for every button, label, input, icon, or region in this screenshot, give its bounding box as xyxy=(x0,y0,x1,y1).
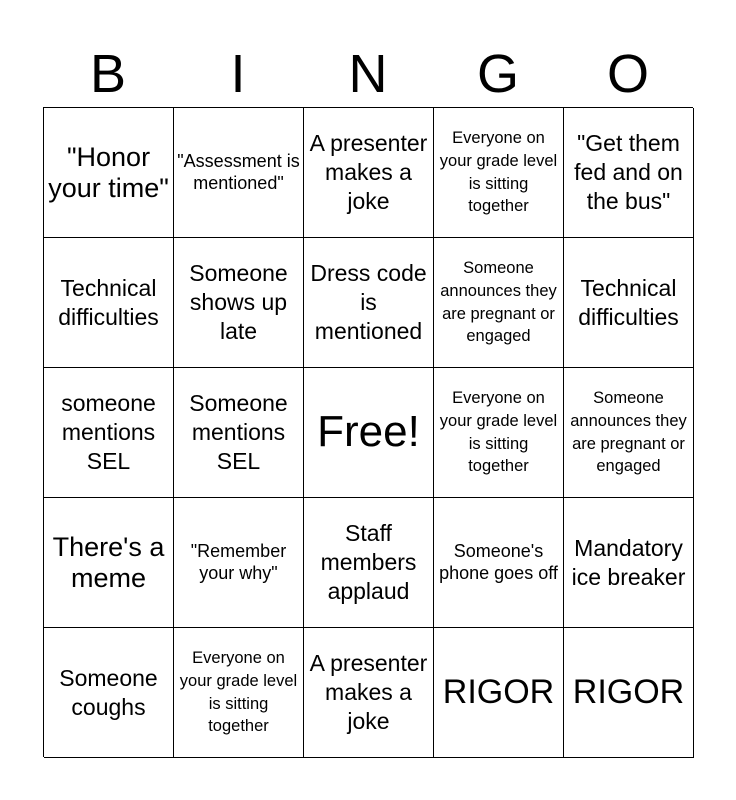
bingo-cell[interactable] xyxy=(304,108,434,238)
bingo-cell-text: Staff members applaud xyxy=(320,520,417,604)
bingo-cell-text: There's a meme xyxy=(52,532,165,593)
bingo-cell[interactable] xyxy=(174,238,304,368)
bingo-cell[interactable] xyxy=(564,238,694,368)
bingo-cell[interactable] xyxy=(564,498,694,628)
bingo-cell-text: A presenter makes a joke xyxy=(309,130,428,214)
header-letter-n: N xyxy=(348,44,388,104)
bingo-cell[interactable] xyxy=(434,368,564,498)
bingo-cell[interactable] xyxy=(304,498,434,628)
bingo-cell-text: Someone shows up late xyxy=(189,260,288,344)
bingo-cell-text: RIGOR xyxy=(572,672,685,711)
bingo-cell-text: Everyone on your grade level is sitting together xyxy=(439,128,558,216)
bingo-cell[interactable] xyxy=(564,108,694,238)
bingo-cell-text: "Honor your time" xyxy=(48,142,169,203)
bingo-cell[interactable] xyxy=(174,498,304,628)
bingo-header xyxy=(43,40,693,108)
bingo-cell[interactable] xyxy=(44,238,174,368)
header-letter-b: B xyxy=(89,44,127,104)
bingo-cell-text: Dress code is mentioned xyxy=(310,260,427,344)
bingo-cell[interactable] xyxy=(44,498,174,628)
bingo-cell[interactable] xyxy=(174,628,304,758)
bingo-cell-text: A presenter makes a joke xyxy=(309,650,428,734)
header-letter-o: O xyxy=(606,44,649,104)
header-letter-g: G xyxy=(476,44,519,104)
bingo-cell-text: Someone announces they are pregnant or engaged xyxy=(440,258,557,346)
bingo-cell[interactable] xyxy=(174,108,304,238)
bingo-cell-text: RIGOR xyxy=(442,672,555,711)
bingo-cell-free-space[interactable] xyxy=(304,368,434,498)
bingo-cell-text: Everyone on your grade level is sitting together xyxy=(439,388,558,476)
bingo-cell-text: Technical difficulties xyxy=(578,274,679,330)
bingo-cell-text: Everyone on your grade level is sitting together xyxy=(179,648,298,736)
bingo-cell[interactable] xyxy=(174,368,304,498)
bingo-cell[interactable] xyxy=(44,108,174,238)
header-letter-i: I xyxy=(230,44,246,104)
bingo-cell[interactable] xyxy=(434,238,564,368)
bingo-cell-text: "Get them fed and on the bus" xyxy=(574,130,683,214)
bingo-card xyxy=(43,107,693,757)
bingo-cell[interactable] xyxy=(564,368,694,498)
bingo-cell-text: Someone mentions SEL xyxy=(189,390,288,474)
bingo-cell[interactable] xyxy=(44,368,174,498)
bingo-cell-text: Someone's phone goes off xyxy=(439,540,558,583)
bingo-cell-text: Someone announces they are pregnant or engaged xyxy=(570,388,687,476)
bingo-cell[interactable] xyxy=(434,628,564,758)
bingo-cell-text: Mandatory ice breaker xyxy=(571,534,686,590)
bingo-cell-text: "Remember your why" xyxy=(190,540,287,583)
bingo-cell-text: "Assessment is mentioned" xyxy=(177,150,300,193)
bingo-cell[interactable] xyxy=(434,108,564,238)
bingo-cell-text: someone mentions SEL xyxy=(61,390,156,474)
bingo-cell-text: Free! xyxy=(317,407,420,457)
bingo-cell[interactable] xyxy=(304,628,434,758)
bingo-cell-text: Technical difficulties xyxy=(58,274,159,330)
bingo-cell[interactable] xyxy=(304,238,434,368)
bingo-cell[interactable] xyxy=(44,628,174,758)
bingo-cell[interactable] xyxy=(434,498,564,628)
bingo-cell-text: Someone coughs xyxy=(59,664,158,720)
bingo-cell[interactable] xyxy=(564,628,694,758)
